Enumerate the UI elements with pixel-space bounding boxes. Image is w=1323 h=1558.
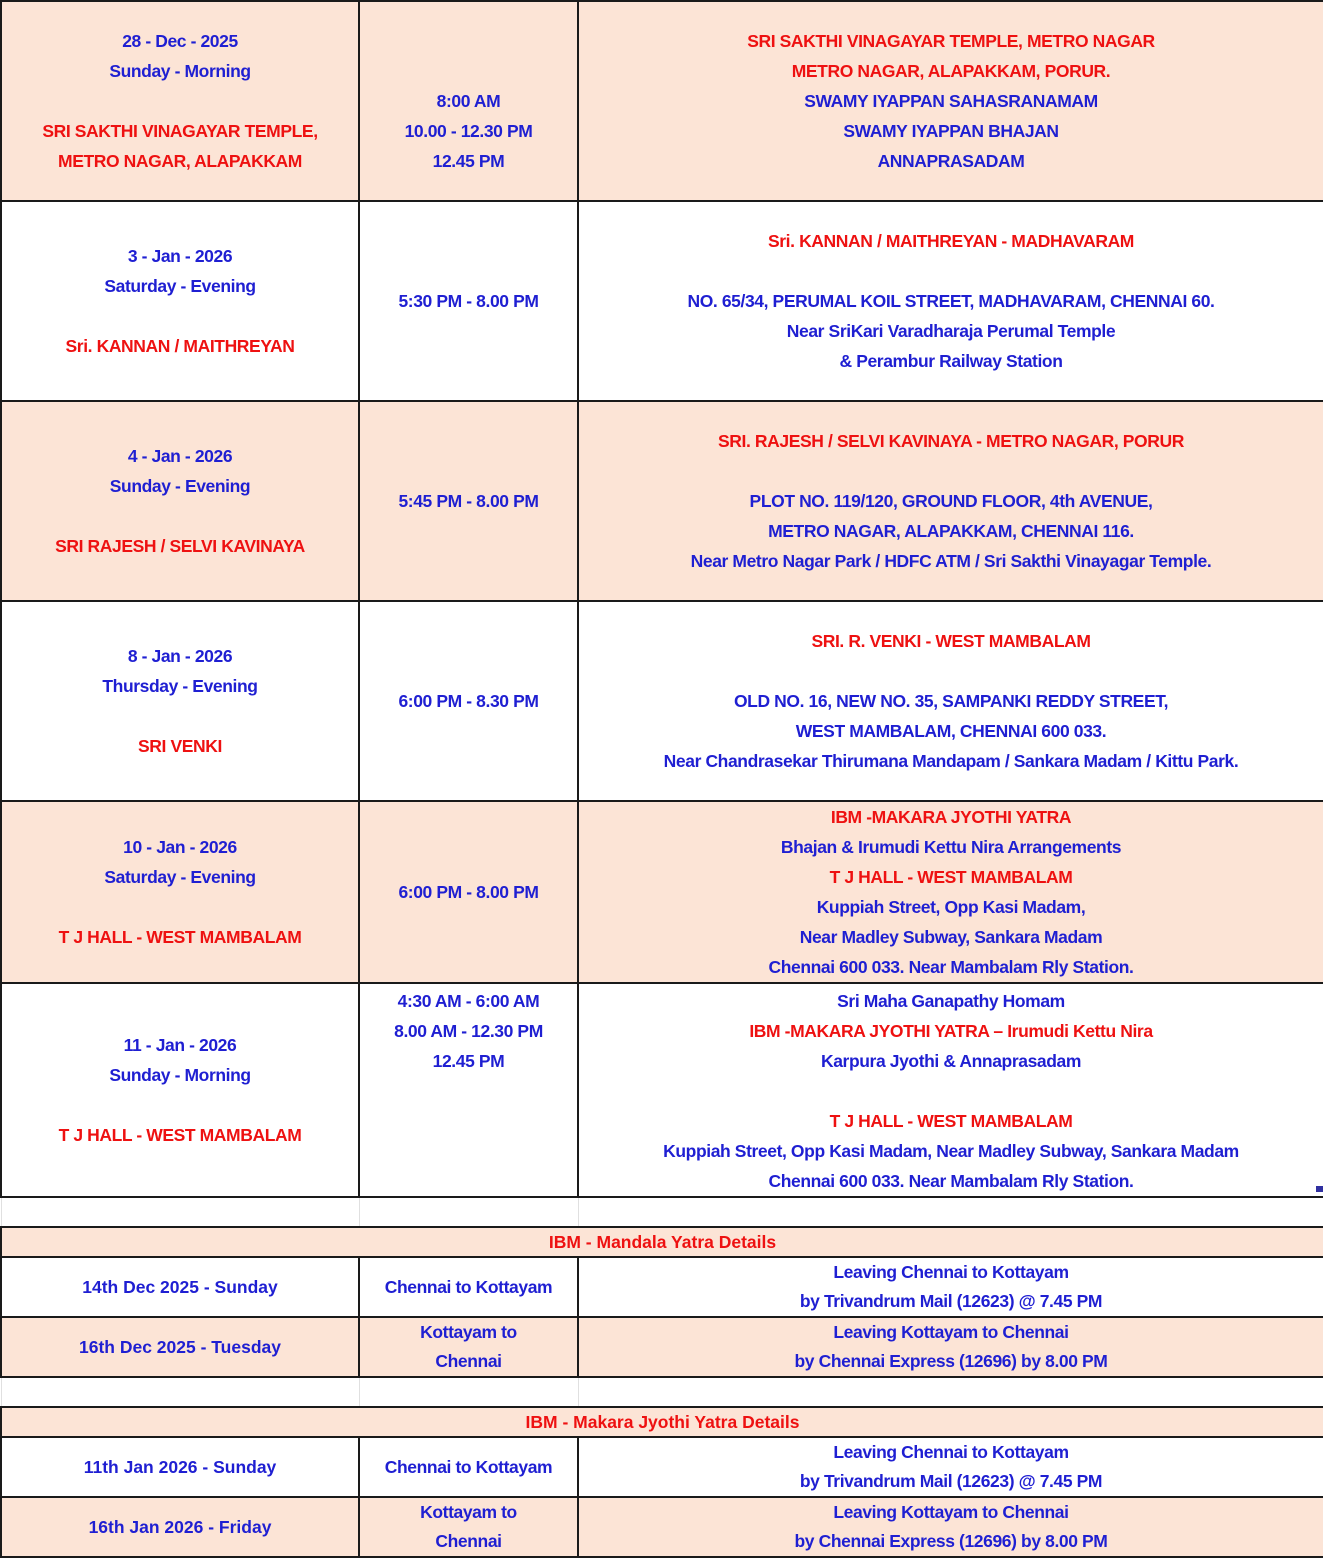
event-time-cell — [359, 983, 578, 1197]
event-detail: T J HALL - WEST MAMBALAM — [829, 1111, 1073, 1131]
event-row — [1, 401, 1323, 601]
event-detail: WEST MAMBALAM, CHENNAI 600 033. — [795, 721, 1107, 741]
event-host: Sri. KANNAN / MAITHREYAN — [65, 336, 295, 356]
event-details-cell — [578, 201, 1323, 401]
event-detail: Near Metro Nagar Park / HDFC ATM / Sri Sakthi Vinayagar Temple. — [690, 551, 1212, 571]
event-date: 3 - Jan - 2026 — [127, 246, 233, 266]
event-time: 5:30 PM - 8.00 PM — [398, 291, 539, 311]
event-detail: METRO NAGAR, ALAPAKKAM, CHENNAI 116. — [768, 521, 1134, 541]
resize-handle[interactable] — [1316, 1186, 1323, 1192]
event-detail: SWAMY IYAPPAN BHAJAN — [843, 121, 1059, 141]
event-day: Thursday - Evening — [102, 676, 258, 696]
event-day: Sunday - Evening — [109, 476, 251, 496]
event-detail: SRI SAKTHI VINAGAYAR TEMPLE, METRO NAGAR — [747, 31, 1155, 51]
event-date-cell — [1, 801, 359, 983]
event-date: 8 - Jan - 2026 — [127, 646, 233, 666]
trip-date: 14th Dec 2025 - Sunday — [1, 1257, 359, 1317]
event-detail: Chennai 600 033. Near Mambalam Rly Station. — [768, 957, 1134, 977]
event-detail: Chennai 600 033. Near Mambalam Rly Station. — [768, 1171, 1134, 1191]
event-day: Sunday - Morning — [109, 61, 251, 81]
event-detail: Sri Maha Ganapathy Homam — [837, 991, 1065, 1011]
event-detail: Karpura Jyothi & Annaprasadam — [820, 1051, 1082, 1071]
trip-route-cell — [359, 1497, 578, 1557]
event-date: 11 - Jan - 2026 — [123, 1035, 237, 1055]
event-detail: ANNAPRASADAM — [877, 151, 1025, 171]
section-title-makara: IBM - Makara Jyothi Yatra Details — [1, 1407, 1323, 1437]
event-detail: NO. 65/34, PERUMAL KOIL STREET, MADHAVARAM, CHENNAI 60. — [687, 291, 1215, 311]
event-details-cell — [578, 401, 1323, 601]
trip-route: Chennai to Kottayam — [384, 1456, 553, 1477]
event-detail: METRO NAGAR, ALAPAKKAM, PORUR. — [791, 61, 1111, 81]
spacer-row — [1, 1377, 1323, 1407]
trip-detail: Leaving Kottayam to Chennai — [833, 1322, 1069, 1342]
trip-date: 16th Dec 2025 - Tuesday — [1, 1317, 359, 1377]
event-time-cell — [359, 1, 578, 201]
trip-route: Chennai to Kottayam — [384, 1276, 553, 1297]
trip-details-cell — [578, 1257, 1323, 1317]
trip-detail: by Trivandrum Mail (12623) @ 7.45 PM — [799, 1471, 1103, 1491]
event-date-cell — [1, 983, 359, 1197]
event-detail: SRI. R. VENKI - WEST MAMBALAM — [811, 631, 1091, 651]
event-host: SRI VENKI — [138, 736, 222, 756]
trip-detail: Leaving Chennai to Kottayam — [833, 1262, 1069, 1282]
event-time: 4:30 AM - 6:00 AM — [397, 991, 540, 1011]
trip-row — [1, 1317, 1323, 1377]
event-host: T J HALL - WEST MAMBALAM — [58, 927, 302, 947]
event-time-cell — [359, 601, 578, 801]
event-details-cell — [578, 601, 1323, 801]
event-detail: IBM -MAKARA JYOTHI YATRA – Irumudi Kettu Nira — [749, 1021, 1153, 1041]
trip-detail: by Trivandrum Mail (12623) @ 7.45 PM — [799, 1291, 1103, 1311]
event-date: 10 - Jan - 2026 — [123, 837, 237, 857]
event-time-cell — [359, 401, 578, 601]
trip-route-cell — [359, 1257, 578, 1317]
event-detail: IBM -MAKARA JYOTHI YATRA — [830, 807, 1072, 827]
event-detail: SRI. RAJESH / SELVI KAVINAYA - METRO NAGAR, PORUR — [718, 431, 1184, 451]
schedule-body — [1, 1, 1323, 1557]
event-time-cell — [359, 201, 578, 401]
section-title-mandala: IBM - Mandala Yatra Details — [1, 1227, 1323, 1257]
trip-details-cell — [578, 1317, 1323, 1377]
event-time: 10.00 - 12.30 PM — [404, 121, 533, 141]
event-time: 5:45 PM - 8.00 PM — [398, 491, 539, 511]
event-time: 8.00 AM - 12.30 PM — [394, 1021, 543, 1041]
section-header-row — [1, 1227, 1323, 1257]
trip-route-cell — [359, 1437, 578, 1497]
event-detail: PLOT NO. 119/120, GROUND FLOOR, 4th AVENUE, — [749, 491, 1153, 511]
event-detail: SWAMY IYAPPAN SAHASRANAMAM — [804, 91, 1098, 111]
event-time: 6:00 PM - 8.00 PM — [398, 882, 539, 902]
event-row — [1, 801, 1323, 983]
trip-route: Kottayam to — [420, 1502, 517, 1522]
event-host: SRI RAJESH / SELVI KAVINAYA — [55, 536, 305, 556]
trip-route: Chennai — [435, 1531, 502, 1551]
event-time: 6:00 PM - 8.30 PM — [398, 691, 539, 711]
event-row — [1, 983, 1323, 1197]
event-detail: T J HALL - WEST MAMBALAM — [829, 867, 1073, 887]
event-detail: OLD NO. 16, NEW NO. 35, SAMPANKI REDDY STREET, — [733, 691, 1169, 711]
event-day: Saturday - Evening — [104, 276, 256, 296]
event-detail: Kuppiah Street, Opp Kasi Madam, Near Madley Subway, Sankara Madam — [663, 1141, 1239, 1161]
trip-detail: by Chennai Express (12696) by 8.00 PM — [794, 1351, 1108, 1371]
event-date-cell — [1, 601, 359, 801]
trip-details-cell — [578, 1437, 1323, 1497]
trip-row — [1, 1437, 1323, 1497]
event-host: METRO NAGAR, ALAPAKKAM — [58, 151, 302, 171]
event-detail: & Perambur Railway Station — [839, 351, 1063, 371]
event-day: Saturday - Evening — [104, 867, 256, 887]
event-day: Sunday - Morning — [109, 1065, 251, 1085]
event-detail: Near Madley Subway, Sankara Madam — [799, 927, 1103, 947]
trip-row — [1, 1497, 1323, 1557]
trip-detail: by Chennai Express (12696) by 8.00 PM — [794, 1531, 1108, 1551]
event-row — [1, 601, 1323, 801]
event-details-cell — [578, 801, 1323, 983]
event-details-cell — [578, 1, 1323, 201]
event-detail: Kuppiah Street, Opp Kasi Madam, — [816, 897, 1086, 917]
trip-date: 16th Jan 2026 - Friday — [1, 1497, 359, 1557]
event-row — [1, 201, 1323, 401]
trip-date: 11th Jan 2026 - Sunday — [1, 1437, 359, 1497]
event-detail: Sri. KANNAN / MAITHREYAN - MADHAVARAM — [768, 231, 1134, 251]
event-detail: Near Chandrasekar Thirumana Mandapam / Sankara Madam / Kittu Park. — [663, 751, 1239, 771]
event-detail: Near SriKari Varadharaja Perumal Temple — [786, 321, 1116, 341]
trip-row — [1, 1257, 1323, 1317]
event-detail: Bhajan & Irumudi Kettu Nira Arrangements — [780, 837, 1122, 857]
event-details-cell — [578, 983, 1323, 1197]
event-date-cell — [1, 201, 359, 401]
event-date-cell — [1, 1, 359, 201]
trip-detail: Leaving Kottayam to Chennai — [833, 1502, 1069, 1522]
event-date-cell — [1, 401, 359, 601]
event-host: SRI SAKTHI VINAGAYAR TEMPLE, — [42, 121, 318, 141]
event-time: 12.45 PM — [432, 151, 505, 171]
section-header-row — [1, 1407, 1323, 1437]
event-time: 8:00 AM — [436, 91, 501, 111]
event-row — [1, 1, 1323, 201]
spacer-row — [1, 1197, 1323, 1227]
trip-route-cell — [359, 1317, 578, 1377]
trip-details-cell — [578, 1497, 1323, 1557]
event-host: T J HALL - WEST MAMBALAM — [58, 1125, 302, 1145]
event-date: 4 - Jan - 2026 — [127, 446, 233, 466]
trip-route: Kottayam to — [420, 1322, 517, 1342]
trip-route: Chennai — [435, 1351, 502, 1371]
event-date: 28 - Dec - 2025 — [122, 31, 238, 51]
trip-detail: Leaving Chennai to Kottayam — [833, 1442, 1069, 1462]
event-time: 12.45 PM — [432, 1051, 505, 1071]
event-time-cell — [359, 801, 578, 983]
